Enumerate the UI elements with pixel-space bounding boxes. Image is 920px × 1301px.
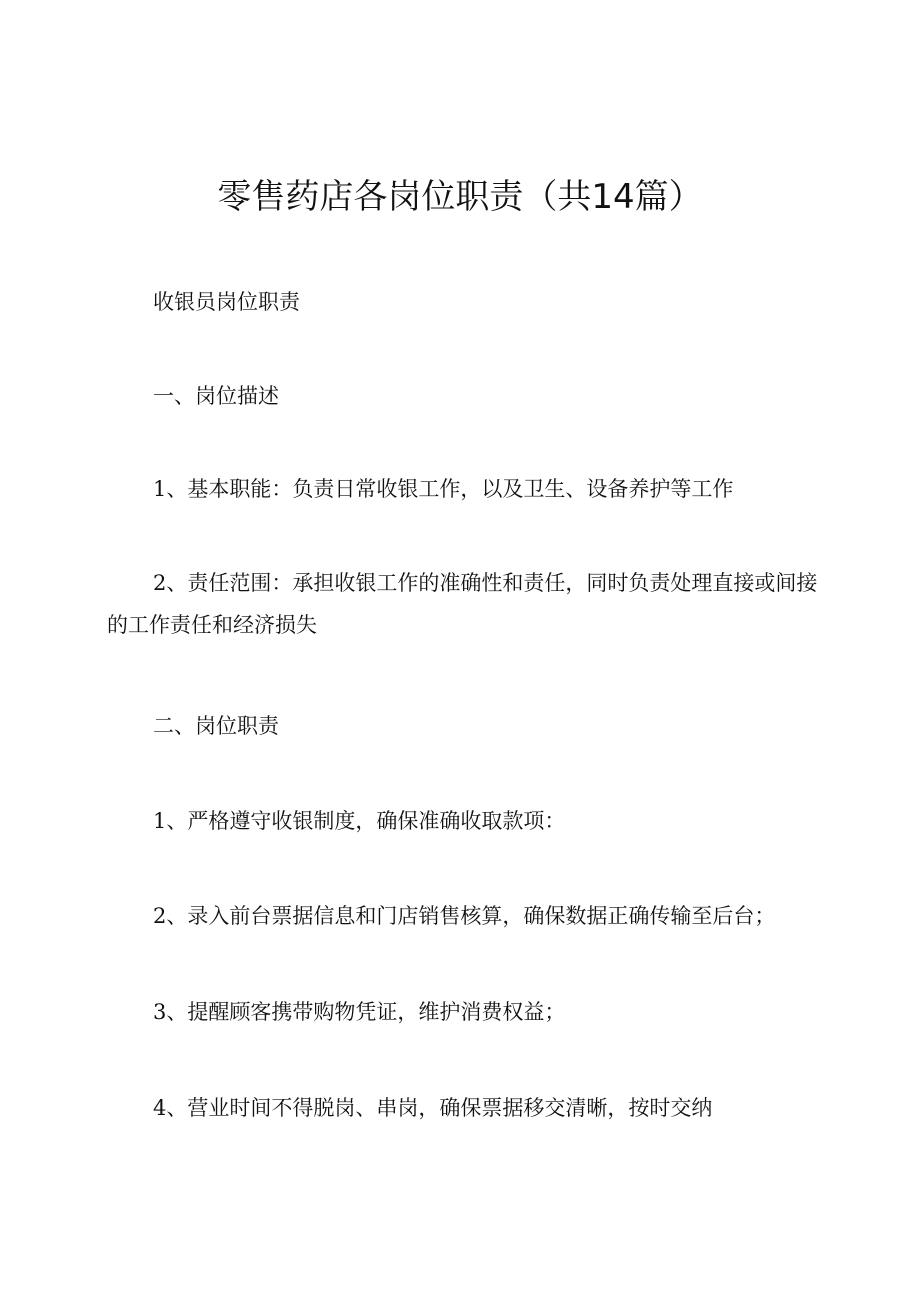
duty-item-1: 1、严格遵守收银制度，确保准确收取款项： — [153, 809, 566, 833]
duty-item-3: 3、提醒顾客携带购物凭证，维护消费权益； — [153, 1000, 566, 1024]
section-heading-duties: 二、岗位职责 — [153, 714, 279, 738]
paragraph-responsibility-scope: 2、责任范围：承担收银工作的准确性和责任，同时负责处理直接或间接的工作责任和经济损失 — [107, 571, 818, 637]
duty-item-4: 4、营业时间不得脱岗、串岗，确保票据移交清晰，按时交纳 — [153, 1096, 713, 1120]
document-title: 零售药店各岗位职责（共14篇） — [217, 177, 703, 217]
duty-item-2: 2、录入前台票据信息和门店销售核算，确保数据正确传输至后台； — [153, 904, 776, 928]
section-heading-description: 一、岗位描述 — [153, 384, 279, 408]
paragraph-basic-function: 1、基本职能：负责日常收银工作，以及卫生、设备养护等工作 — [153, 477, 734, 501]
section-heading-cashier: 收银员岗位职责 — [153, 290, 300, 314]
